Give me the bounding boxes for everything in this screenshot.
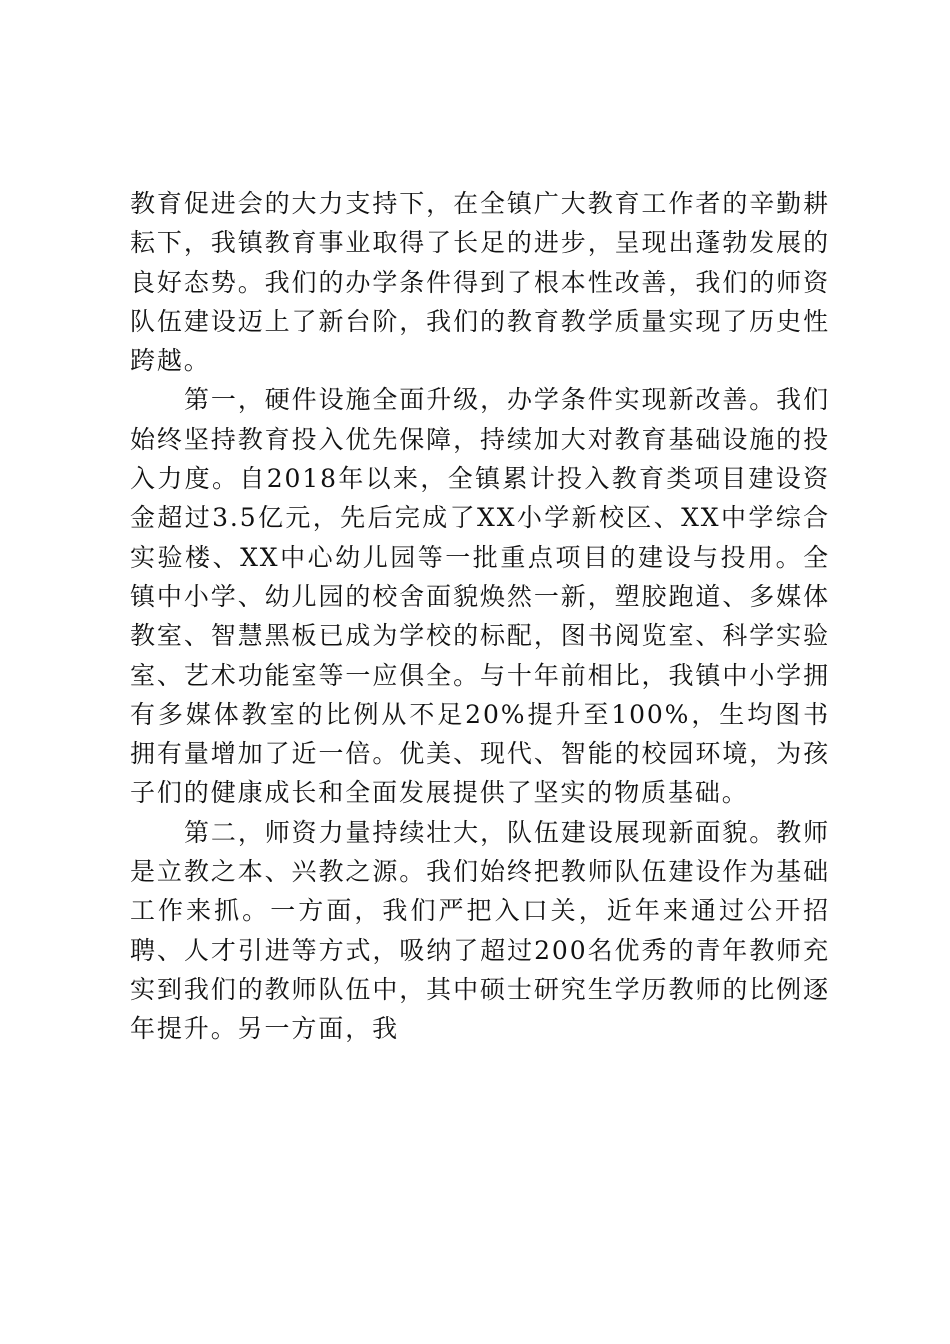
paragraph-3: 第二，师资力量持续壮大，队伍建设展现新面貌。教师是立教之本、兴教之源。我们始终把教师队伍建设作为基础工作来抓。一方面，我们严把入口关，近年来通过公开招聘、人才引进等方式，吸纳了超过200名优秀的青年教师充实到我们的教师队伍中，其中硕士研究生学历教师的比例逐年提升。另一方面，我	[130, 817, 830, 1044]
document-body	[130, 184, 830, 1049]
paragraph-1: 教育促进会的大力支持下，在全镇广大教育工作者的辛勤耕耘下，我镇教育事业取得了长足的进步，呈现出蓬勃发展的良好态势。我们的办学条件得到了根本性改善，我们的师资队伍建设迈上了新台阶，我们的教育教学质量实现了历史性跨越。	[130, 189, 830, 376]
paragraph-2: 第一，硬件设施全面升级，办学条件实现新改善。我们始终坚持教育投入优先保障，持续加大对教育基础设施的投入力度。自2018年以来，全镇累计投入教育类项目建设资金超过3.5亿元，先后完成了XX小学新校区、XX中学综合实验楼、XX中心幼儿园等一批重点项目的建设与投用。全镇中小学、幼儿园的校舍面貌焕然一新，塑胶跑道、多媒体教室、智慧黑板已成为学校的标配，图书阅览室、科学实验室、艺术功能室等一应俱全。与十年前相比，我镇中小学拥有多媒体教室的比例从不足20%提升至100%，生均图书拥有量增加了近一倍。优美、现代、智能的校园环境，为孩子们的健康成长和全面发展提供了坚实的物质基础。	[130, 385, 830, 808]
